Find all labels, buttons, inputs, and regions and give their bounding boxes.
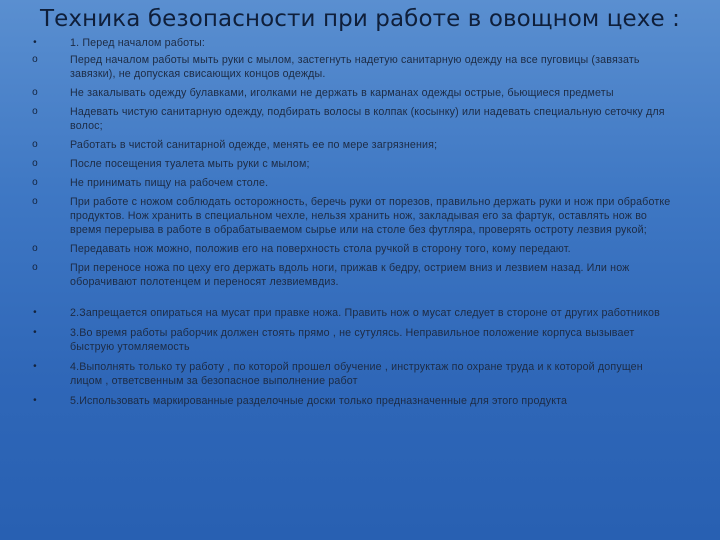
list-item	[26, 138, 676, 152]
bullet-marker: •	[33, 307, 37, 318]
list-item-text: При переносе ножа по цеху его держать вдоль ноги, прижав к бедру, острием вниз и лезвием назад. Или нож оборачивают полотенцем и переносят лезвиемвдиз.	[70, 262, 630, 288]
list-item-text: Не принимать пищу на рабочем столе.	[70, 177, 269, 189]
section-gap	[26, 294, 676, 306]
list-item-text: Передавать нож можно, положив его на поверхность стола ручкой в сторону того, кому передают.	[70, 243, 571, 255]
bullet-marker: •	[33, 361, 37, 372]
list-item	[26, 195, 676, 237]
list-item-text: Работать в чистой санитарной одежде, менять ее по мере загрязнения;	[70, 139, 438, 151]
list-item	[26, 360, 676, 388]
list-item-text: 3.Во время работы раборчик должен стоять прямо , не сутулясь. Неправильное положение корпуса вызывает быструю утомляемость	[70, 327, 635, 353]
list-item	[26, 306, 676, 320]
list-item	[26, 176, 676, 190]
list-item-text: После посещения туалета мыть руки с мылом;	[70, 158, 310, 170]
list-item-text: Не закалывать одежду булавками, иголками не держать в карманах одежды острые, бьющиеся предметы	[70, 87, 614, 99]
list-item-text: 2.Запрещается опираться на мусат при правке ножа. Править нож о мусат следует в стороне от других работников	[70, 307, 660, 319]
list-item	[26, 157, 676, 171]
list-item	[26, 242, 676, 256]
slide-title: Техника безопасности при работе в овощном цехе :	[39, 6, 681, 32]
list-item-text: Надевать чистую санитарную одежду, подбирать волосы в колпак (косынку) или надевать специальную сеточку для волос;	[70, 106, 665, 132]
bullet-marker: o	[32, 87, 38, 98]
bullet-marker: o	[32, 177, 38, 188]
list-item-text: 4.Выполнять только ту работу , по которой прошел обучение , инструктаж по охране труда и к которой допущен лицом , ответсвенным за безопасное выполнение работ	[70, 361, 643, 387]
bullet-marker: •	[33, 37, 37, 48]
list-item	[26, 261, 676, 289]
bullet-marker: o	[32, 158, 38, 169]
bullet-marker: o	[32, 243, 38, 254]
bullet-marker: o	[32, 196, 38, 207]
list-item	[26, 326, 676, 354]
list-item-text: 5.Использовать маркированные разделочные доски только предназначенные для этого продукта	[70, 395, 568, 407]
safety-rules-list	[26, 36, 676, 412]
list-item	[26, 36, 676, 50]
list-item-text: При работе с ножом соблюдать осторожность, беречь руки от порезов, правильно держать руки и нож при обработке продуктов. Нож хранить в специальном чехле, нельзя хранить нож, закладывая его за фартук, оставлять нож во время перерыва в работе в обрабатываемом сырье или на столе без футляра, проверять остроту лезвия рукой;	[70, 196, 671, 236]
bullet-marker: •	[33, 395, 37, 406]
list-item	[26, 394, 676, 408]
bullet-marker: o	[32, 262, 38, 273]
list-item	[26, 53, 676, 81]
list-item-text: Перед началом работы мыть руки с мылом, застегнуть надетую санитарную одежду на все пуговицы (завязать завязки), не допуская свисающих концов одежды.	[70, 54, 640, 80]
list-item	[26, 86, 676, 100]
list-item-text: 1. Перед началом работы:	[70, 37, 205, 49]
bullet-marker: o	[32, 139, 38, 150]
bullet-marker: o	[32, 106, 38, 117]
bullet-marker: o	[32, 54, 38, 65]
bullet-marker: •	[33, 327, 37, 338]
list-item	[26, 105, 676, 133]
